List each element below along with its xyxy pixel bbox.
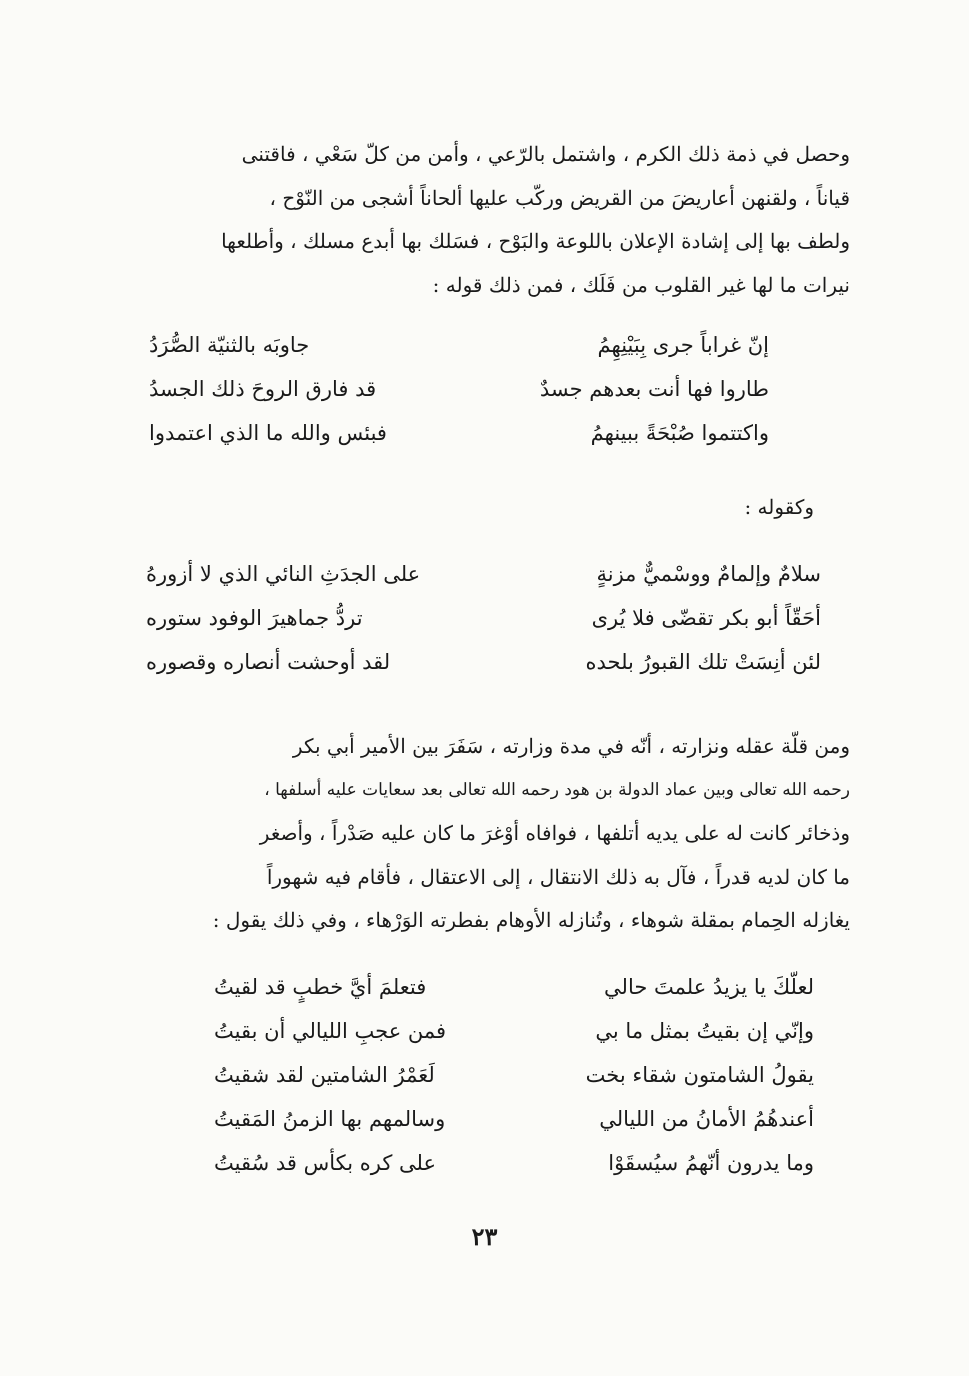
verse-second-hemistich: فمن عجبِ الليالي أن بقيتُ: [214, 1019, 447, 1043]
paragraph-line: وذخائر كانت له على يديه أتلفها ، فوافاه أوْغرَ ما كان عليه صَدْراً ، وأصغر: [259, 821, 850, 845]
poem-intro: وكقوله :: [744, 495, 814, 519]
verse-first-hemistich: واكتتموا صُبْحَةً ببينهمُ: [590, 421, 769, 445]
verse-second-hemistich: قد فارق الروحَ ذلك الجسدُ: [149, 377, 377, 401]
verse-first-hemistich: طاروا فها أنت بعدهم جسدٌ: [539, 377, 769, 401]
verse-first-hemistich: لئن أنِسَتْ تلك القبورُ بلحده: [585, 650, 821, 674]
verse: [149, 377, 769, 421]
verse: [214, 1019, 814, 1063]
paragraph-line: رحمه الله تعالى وبين عماد الدولة بن هود رحمه الله تعالى بعد سعايات عليه أسلفها ،: [264, 779, 850, 800]
poem-3: [214, 975, 814, 1195]
verse-second-hemistich: فتعلمَ أيَّ خطبٍ قد لقيتُ: [214, 975, 427, 999]
paragraph-line: قياناً ، ولقنهن أعاريضَ من القريض وركّب عليها ألحاناً أشجى من النّوْح ،: [269, 185, 850, 210]
verse: [149, 421, 769, 465]
paragraph-line: يغازله الحِمام بمقلة شوهاء ، وتُنازله الأوهام بفطرته الوَرْهاء ، وفي ذلك يقول :: [212, 908, 850, 932]
verse: [214, 1107, 814, 1151]
verse-first-hemistich: إنّ غراباً جرى بِبَيْنِهِمُ: [597, 333, 769, 357]
poem-2: [146, 562, 821, 694]
verse-first-hemistich: وإنّي إن بقيتُ بمثل ما بي: [595, 1019, 814, 1043]
verse-second-hemistich: لَعَمْرُ الشامتين لقد شقيتُ: [214, 1063, 435, 1087]
paragraph-line: نيرات ما لها غير القلوب من فَلَك ، فمن ذلك قوله :: [432, 272, 850, 297]
paragraph-line: ومن قلّة عقله ونزارته ، أنّه في مدة وزارته ، سَفَرَ بين الأمير أبي بكر: [292, 734, 850, 758]
paragraph-2: [150, 725, 850, 943]
verse: [146, 562, 821, 606]
verse-first-hemistich: أعندهُمُ الأمانُ من الليالي: [599, 1107, 814, 1131]
verse: [146, 650, 821, 694]
paragraph-1: [150, 133, 850, 307]
paragraph-line: ولطف بها إلى إشادة الإعلان باللوعة والبَوْح ، فسَلك بها أبدع مسلك ، وأطلعها: [221, 229, 850, 253]
paragraph-line: وحصل في ذمة ذلك الكرم ، واشتمل بالرّعي ، وأمن من كلّ سَعْي ، فاقتنى: [241, 142, 850, 166]
verse-first-hemistich: سلامٌ وإلمامٌ ووسْميٌّ مزنةٍ: [596, 562, 821, 586]
verse-first-hemistich: يقولُ الشامتون شقاء بخت: [585, 1063, 814, 1087]
verse-first-hemistich: أحَقّاً أبو بكر تقضّى فلا يُرى: [591, 606, 821, 630]
verse: [149, 333, 769, 377]
verse-second-hemistich: على الجدَثِ النائي الذي لا أزورهُ: [146, 562, 421, 586]
verse-second-hemistich: فبئس والله ما الذي اعتمدوا: [149, 421, 387, 445]
verse-first-hemistich: وما يدرون أنّهمُ سيُسقَوْا: [608, 1151, 814, 1175]
page-number: ٢٣: [471, 1222, 498, 1251]
verse: [146, 606, 821, 650]
verse-second-hemistich: لقد أوحشت أنصاره وقصوره: [146, 650, 391, 674]
poem-1: [149, 333, 769, 465]
verse: [214, 975, 814, 1019]
verse-second-hemistich: تردُّ جماهيرَ الوفود ستوره: [146, 606, 363, 630]
verse-second-hemistich: على كره بكأس قد سُقيتُ: [214, 1151, 436, 1175]
verse-second-hemistich: وسالمهم بها الزمنُ المَقيتُ: [214, 1107, 446, 1131]
paragraph-line: ما كان لديه قدراً ، فآل به ذلك الانتقال ، إلى الاعتقال ، فأقام فيه شهوراً: [266, 864, 850, 889]
verse-first-hemistich: لعلّكَ يا يزيدُ علمتَ حالي: [604, 975, 814, 999]
verse: [214, 1063, 814, 1107]
verse-second-hemistich: جاوبَه بالثنيّة الصُّرَدُ: [149, 333, 310, 357]
verse: [214, 1151, 814, 1195]
